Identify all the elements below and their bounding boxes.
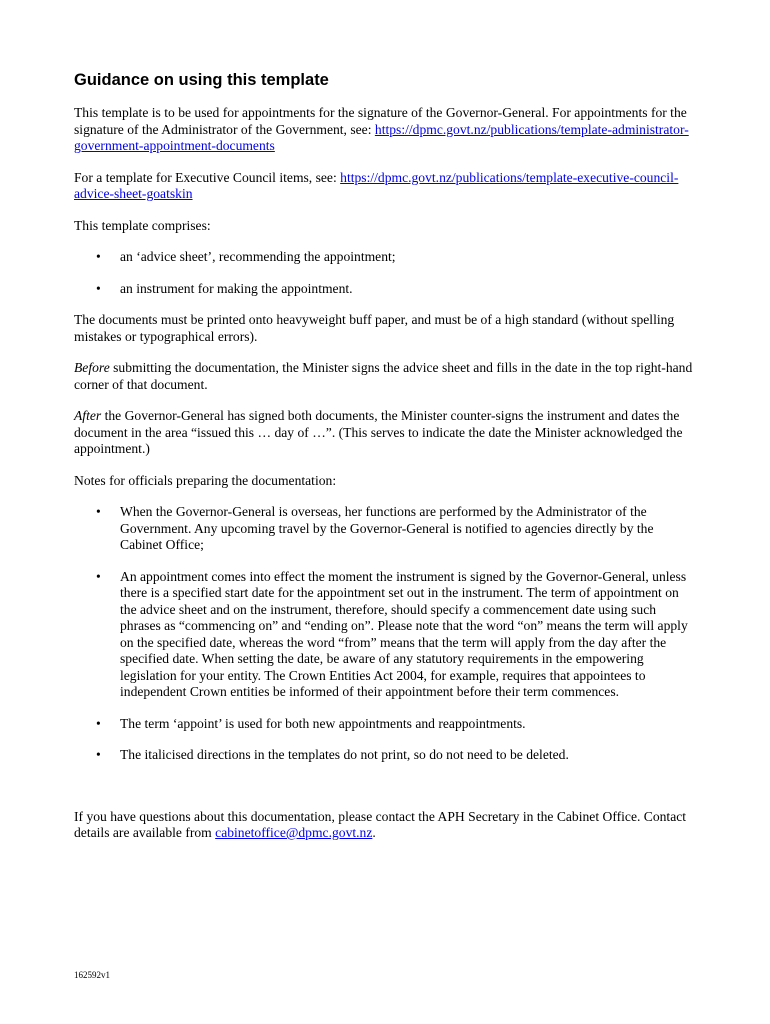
list-item-text: an ‘advice sheet’, recommending the appointment; xyxy=(120,249,396,264)
executive-council-text: For a template for Executive Council items, see: xyxy=(74,169,341,185)
contact-paragraph xyxy=(74,809,694,842)
intro-text: This template is to be used for appointments for the signature of the Governor-General. For appointments for the signature of the Administrator of the Government, see: xyxy=(74,105,687,137)
document-id: 162592v1 xyxy=(74,970,110,980)
list-item-text: an instrument for making the appointment. xyxy=(120,280,353,296)
list-item xyxy=(74,569,694,701)
executive-council-template-link[interactable]: https://dpmc.govt.nz/publications/template-executive-council-advice-sheet-goatskin xyxy=(74,169,679,201)
list-item-text: An appointment comes into effect the moment the instrument is signed by the Governor-General, unless there is a specified start date for the appointment set out in the instrument. The term of appointment on the advice sheet and on the instrument, therefore, should specify a commencement date using such phrases as “commencing on” and “ending on”. Please note that the word “on” means the term will apply on the specified date, whereas the word “from” means that the term will apply from the day after the specified date. When setting the date, be aware of any statutory requirements in the empowering legislation for your entity. The Crown Entities Act 2004, for example, requires that appointees to independent Crown entities be informed of their appointment before their term commences. xyxy=(120,568,688,699)
bullet-icon: • xyxy=(96,747,101,762)
comprises-list xyxy=(74,249,694,297)
intro-paragraph xyxy=(74,105,694,155)
contact-text: If you have questions about this documentation, please contact the APH Secretary in the Cabinet Office. Contact details are available from xyxy=(74,808,687,840)
bullet-icon: • xyxy=(96,249,101,264)
list-item-text: The italicised directions in the templates do not print, so do not need to be deleted. xyxy=(120,747,569,762)
list-item xyxy=(74,281,694,298)
before-emphasis: Before xyxy=(74,360,110,375)
list-item xyxy=(74,716,694,733)
contact-suffix: . xyxy=(372,825,376,840)
bullet-icon: • xyxy=(96,715,101,731)
before-note xyxy=(74,360,694,393)
notes-heading: Notes for officials preparing the documentation: xyxy=(74,472,337,488)
after-emphasis: After xyxy=(74,408,102,423)
notes-list xyxy=(74,504,694,764)
list-item-text: When the Governor-General is overseas, her functions are performed by the Administrator of the Government. Any upcoming travel by the Governor-General is notified to agencies directly by the Cabinet Office; xyxy=(120,504,654,552)
comprises-heading: This template comprises: xyxy=(74,217,211,233)
before-text: submitting the documentation, the Minister signs the advice sheet and fills in the date in the top right-hand corner of that document. xyxy=(74,360,693,392)
list-item xyxy=(74,504,694,554)
after-note xyxy=(74,408,694,458)
after-text: the Governor-General has signed both documents, the Minister counter-signs the instrument and dates the document in the area “issued this … day of …”. (This serves to indicate the date the Minister acknowledged the appointment.) xyxy=(74,408,683,456)
list-item-text: The term ‘appoint’ is used for both new appointments and reappointments. xyxy=(120,715,526,731)
executive-council-paragraph xyxy=(74,170,694,203)
contact-email-link[interactable]: cabinetoffice@dpmc.govt.nz xyxy=(215,825,373,840)
bullet-icon: • xyxy=(96,504,101,519)
list-item xyxy=(74,747,694,764)
administrator-template-link[interactable]: https://dpmc.govt.nz/publications/template-administrator-government-appointment-documents xyxy=(74,121,689,153)
bullet-icon: • xyxy=(96,568,101,584)
section-spacer xyxy=(74,779,694,809)
paper-note: The documents must be printed onto heavyweight buff paper, and must be of a high standard (without spelling mistakes or typographical errors). xyxy=(74,312,675,344)
document-body xyxy=(74,70,694,857)
list-item xyxy=(74,249,694,266)
page-title: Guidance on using this template xyxy=(74,71,329,89)
bullet-icon: • xyxy=(96,280,101,296)
